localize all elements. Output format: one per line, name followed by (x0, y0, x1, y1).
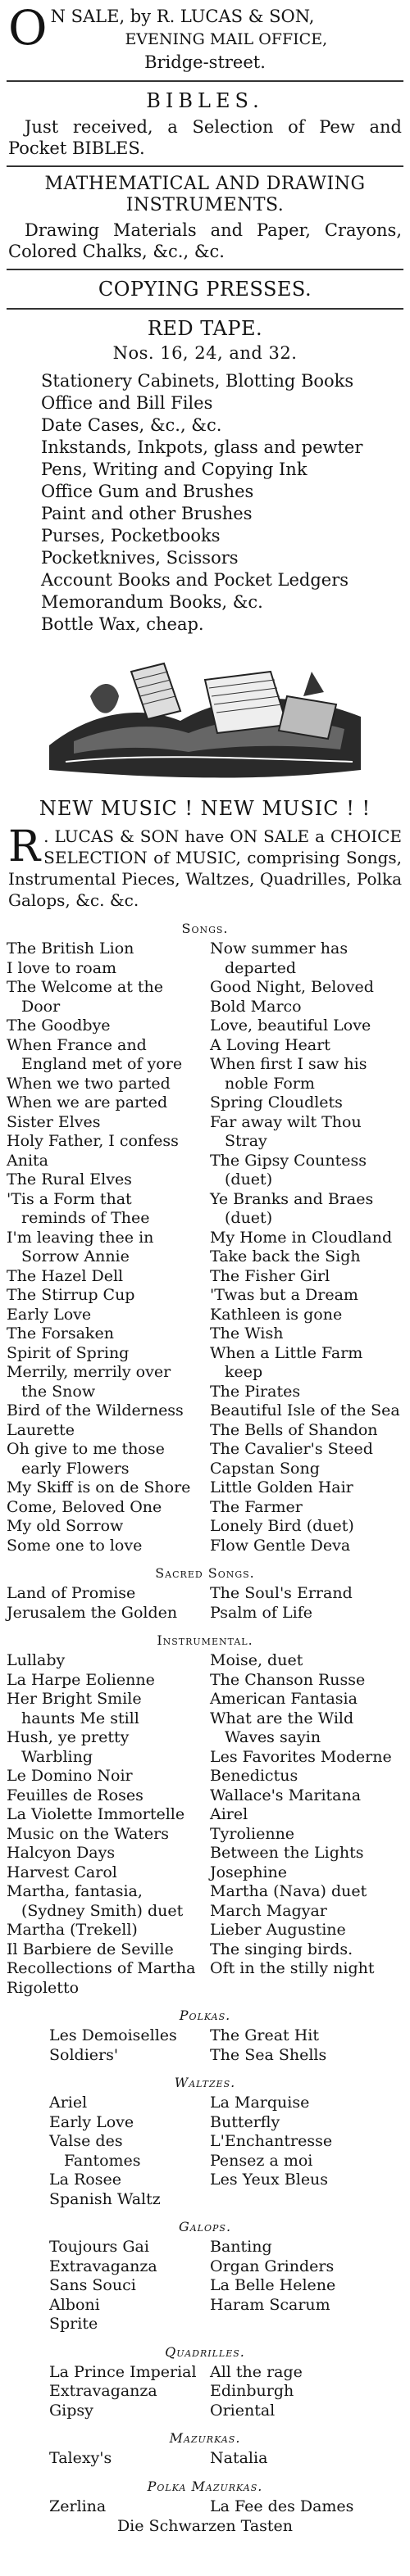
list-item: I love to roam (7, 958, 117, 977)
list-item: Bird of the Wilderness (7, 1401, 184, 1419)
list-item: La Fee des Dames (210, 2497, 354, 2515)
list-item: La Violette Immortelle (7, 1805, 185, 1823)
mathematical-text: Drawing Materials and Paper, Crayons, Colored Chalks, &c., &c. (8, 220, 402, 261)
list-item: 'Tis a Form that reminds of Thee (7, 1189, 150, 1227)
stationery-list (41, 370, 402, 636)
polkas-left-column (49, 2026, 200, 2065)
mathematical-title: MATHEMATICAL AND DRAWING INSTRUMENTS. (44, 174, 366, 215)
list-item: Butterfly (210, 2112, 280, 2131)
list-item: Banting (210, 2238, 272, 2256)
list-item: What are the Wild Waves sayin (210, 1709, 354, 1746)
list-item: Oft in the stilly night (210, 1959, 375, 1977)
sacred-columns (7, 1584, 403, 1623)
sacred-left-column (7, 1584, 200, 1623)
bibles-text: Just received, a Selection of Pew and Pocket BIBLES. (8, 117, 402, 158)
list-item: The Forsaken (7, 1324, 114, 1342)
list-item: The British Lion (7, 939, 134, 958)
dropcap-o: O (8, 0, 48, 56)
list-item: Anita (7, 1151, 48, 1170)
list-item: Talexy's (49, 2449, 112, 2467)
waltzes-left-column (49, 2094, 200, 2209)
songs-left-column (7, 939, 200, 1555)
divider (7, 165, 403, 167)
list-item: The Chanson Russe (210, 1670, 366, 1689)
list-item: Oriental (210, 2401, 276, 2420)
list-item: Extravaganza (49, 2382, 157, 2400)
list-item: Pensez a moi (210, 2151, 313, 2170)
songs-columns (7, 939, 403, 1555)
list-item: The Goodbye (7, 1016, 111, 1034)
list-item: La Belle Helene (210, 2276, 336, 2294)
list-item: A Loving Heart (210, 1035, 330, 1054)
section-heading-galops: Galops. (178, 2219, 232, 2234)
list-item: Beautiful Isle of the Sea (210, 1401, 400, 1419)
list-item: Les Favorites Moderne (210, 1747, 392, 1766)
quadrilles-right-column (200, 2363, 361, 2421)
header-line-1: N SALE, by R. LUCAS & SON, (50, 7, 315, 26)
list-item: Les Demoiselles (49, 2026, 177, 2044)
list-item: Wallace's Maritana (210, 1786, 362, 1804)
header-line-3: Bridge-street. (144, 52, 266, 72)
list-item: Flow Gentle Deva (210, 1536, 351, 1555)
list-item: The Pirates (210, 1382, 301, 1401)
list-item: Office Gum and Brushes (41, 482, 254, 501)
list-item: Psalm of Life (210, 1603, 312, 1622)
list-item: Spring Cloudlets (210, 1093, 343, 1111)
list-item: Die Schwarzen Tasten (116, 2517, 294, 2535)
list-item: Toujours Gai (49, 2238, 149, 2256)
list-item: Airel (210, 1805, 248, 1823)
quadrilles-left-column (49, 2363, 200, 2421)
list-item: My old Sorrow (7, 1517, 124, 1535)
polka-mazurkas-left-column (49, 2497, 200, 2517)
list-item: All the rage (210, 2362, 303, 2381)
list-item: Take back the Sigh (210, 1247, 361, 1265)
list-item: Pens, Writing and Copying Ink (41, 460, 308, 479)
divider (7, 80, 403, 82)
list-item: Inkstands, Inkpots, glass and pewter (41, 437, 363, 457)
list-item: Recollections of Martha (7, 1959, 196, 1977)
red-tape-title: RED TAPE. (147, 317, 263, 340)
music-intro-text: . LUCAS & SON have ON SALE a CHOICE SELECTION of MUSIC, comprising Songs, Instrumental Pieces, Waltzes, Quadrilles, Polka Galops, &c. &c. (8, 826, 402, 910)
list-item: American Fantasia (210, 1690, 358, 1708)
list-item: Bold Marco (210, 997, 302, 1016)
list-item: Come, Beloved One (7, 1497, 162, 1516)
header-line-2: EVENING MAIL OFFICE, (125, 30, 328, 48)
waltzes-columns (49, 2094, 361, 2209)
list-item: When a Little Farm keep (210, 1343, 363, 1381)
list-item: Natalia (210, 2449, 268, 2467)
list-item: Hush, ye pretty Warbling (7, 1728, 130, 1766)
list-item: Date Cases, &c., &c. (41, 415, 222, 435)
list-item: Her Bright Smile haunts Me still (7, 1690, 142, 1727)
list-item: Martha (Nava) duet (210, 1882, 367, 1900)
instrumental-right-column (200, 1651, 403, 1998)
list-item: Il Barbiere de Seville (7, 1940, 174, 1958)
list-item: Lieber Augustine (210, 1921, 346, 1939)
list-item: Little Golden Hair (210, 1478, 353, 1496)
mazurkas-right-column (200, 2449, 361, 2469)
list-item: Land of Promise (7, 1584, 136, 1602)
list-item: Gipsy (49, 2401, 93, 2420)
list-item: Jerusalem the Golden (7, 1603, 178, 1622)
list-item: Early Love (7, 1305, 92, 1324)
list-item: Lullaby (7, 1651, 66, 1669)
header (8, 0, 402, 74)
section-heading-quadrilles: Quadrilles. (165, 2343, 245, 2360)
list-item: Martha (Trekell) (7, 1921, 138, 1939)
quadrilles-columns (49, 2363, 361, 2421)
list-item: Soldiers' (49, 2045, 119, 2064)
divider (7, 308, 403, 310)
polkas-right-column (200, 2026, 361, 2065)
list-item: When we two parted (7, 1074, 171, 1093)
list-item: Haram Scarum (210, 2295, 330, 2314)
list-item: Benedictus (210, 1767, 298, 1785)
list-item: Sans Souci (49, 2276, 136, 2294)
list-item: Spanish Waltz (49, 2189, 161, 2208)
galops-right-column (200, 2238, 361, 2334)
woodcut-illustration (41, 647, 369, 785)
list-item: Zerlina (49, 2497, 107, 2515)
galops-columns (49, 2238, 361, 2334)
section-heading-mazurkas: Mazurkas. (169, 2430, 241, 2446)
list-item: 'Twas but a Dream (210, 1286, 358, 1304)
mazurkas-left-column (49, 2449, 200, 2469)
list-item: Rigoletto (7, 1978, 80, 1997)
polka-mazurkas-right-column (200, 2497, 361, 2517)
list-item: Sister Elves (7, 1112, 101, 1131)
list-item: Laurette (7, 1420, 75, 1439)
copying-title: COPYING PRESSES. (98, 278, 312, 301)
list-item: Moise, duet (210, 1651, 303, 1669)
list-item: Spirit of Spring (7, 1343, 130, 1362)
list-item: Ariel (49, 2094, 88, 2112)
list-item: Josephine (210, 1863, 288, 1881)
waltzes-right-column (200, 2094, 361, 2209)
list-item: The Farmer (210, 1497, 303, 1516)
mazurkas-columns (49, 2449, 361, 2469)
list-item: Good Night, Beloved (210, 978, 374, 996)
instrumental-columns (7, 1651, 403, 1998)
list-item: Between the Lights (210, 1844, 364, 1862)
list-item: Alboni (49, 2295, 100, 2314)
red-tape-nos: Nos. 16, 24, and 32. (112, 343, 298, 363)
list-item: Account Books and Pocket Ledgers (41, 570, 349, 590)
list-item: Ye Branks and Braes (duet) (210, 1189, 374, 1227)
polkas-columns (49, 2026, 361, 2065)
list-item: Now summer has departed (210, 939, 348, 977)
section-heading-songs: Songs. (181, 921, 229, 936)
list-item: My Home in Cloudland (210, 1228, 393, 1247)
list-item: Merrily, merrily over the Snow (7, 1363, 171, 1401)
list-item: The Rural Elves (7, 1170, 132, 1188)
list-item: Oh give to me those early Flowers (7, 1440, 165, 1478)
list-item: The Wish (210, 1324, 284, 1342)
list-item: Edinburgh (210, 2382, 294, 2400)
list-item: Bottle Wax, cheap. (41, 614, 204, 634)
list-item: I'm leaving thee in Sorrow Annie (7, 1228, 154, 1265)
section-heading-polkas: Polkas. (179, 2008, 231, 2023)
list-item: La Prince Imperial (49, 2362, 197, 2381)
list-item: Memorandum Books, &c. (41, 592, 263, 612)
list-item: Organ Grinders (210, 2257, 335, 2275)
list-item: Purses, Pocketbooks (41, 526, 221, 546)
section-heading-sacred-songs: Sacred Songs. (155, 1565, 255, 1581)
sacred-right-column (200, 1584, 403, 1623)
list-item: Far away wilt Thou Stray (210, 1112, 362, 1150)
list-item: The Soul's Errand (210, 1584, 353, 1602)
list-item: La Marquise (210, 2094, 310, 2112)
instrumental-left-column (7, 1651, 200, 1998)
divider (7, 269, 403, 270)
list-item: Valse des Fantomes (49, 2132, 141, 2170)
list-item: Paint and other Brushes (41, 504, 253, 523)
list-item: Stationery Cabinets, Blotting Books (41, 371, 354, 391)
list-item: The Welcome at the Door (7, 978, 163, 1016)
list-item: Les Yeux Bleus (210, 2171, 329, 2189)
list-item: Love, beautiful Love (210, 1016, 371, 1034)
list-item: Harvest Carol (7, 1863, 117, 1881)
list-item: Capstan Song (210, 1459, 320, 1478)
list-item: The singing birds. (210, 1940, 353, 1958)
list-item: Sprite (49, 2315, 98, 2333)
section-heading-waltzes: Waltzes. (174, 2075, 236, 2090)
list-item: La Rosee (49, 2171, 121, 2189)
list-item: Martha, fantasia, (Sydney Smith) duet (7, 1882, 184, 1920)
list-item: Tyrolienne (210, 1824, 295, 1843)
list-item: Holy Father, I confess (7, 1132, 179, 1150)
list-item: Le Domino Noir (7, 1767, 133, 1785)
list-item: The Gipsy Countess (duet) (210, 1151, 367, 1188)
list-item: Some one to love (7, 1536, 143, 1555)
section-heading-instrumental: Instrumental. (157, 1632, 253, 1648)
list-item: When France and England met of yore (7, 1035, 183, 1073)
galops-left-column (49, 2238, 200, 2334)
list-item: Pocketknives, Scissors (41, 548, 239, 568)
songs-right-column (200, 939, 403, 1555)
list-item: The Great Hit (210, 2026, 319, 2044)
music-intro (8, 822, 402, 911)
list-item: The Cavalier's Steed (210, 1440, 373, 1458)
list-item: Music on the Waters (7, 1824, 169, 1843)
list-item: My Skiff is on de Shore (7, 1478, 191, 1496)
music-headline: NEW MUSIC ! NEW MUSIC ! ! (39, 797, 371, 820)
section-heading-polka-mazurkas: Polka Mazurkas. (147, 2478, 263, 2494)
list-item: The Sea Shells (210, 2045, 327, 2064)
list-item: Extravaganza (49, 2257, 157, 2275)
list-item: Early Love (49, 2112, 134, 2131)
list-item: Office and Bill Files (41, 393, 213, 413)
list-item: March Magyar (210, 1901, 327, 1920)
dropcap-r: R (8, 822, 41, 871)
list-item: L'Enchantresse (210, 2132, 333, 2150)
bibles-title: BIBLES. (146, 89, 264, 112)
polka-mazurkas-columns (49, 2497, 361, 2517)
list-item: Lonely Bird (duet) (210, 1517, 354, 1535)
list-item: Kathleen is gone (210, 1305, 343, 1324)
list-item: The Hazel Dell (7, 1266, 124, 1285)
list-item: Halcyon Days (7, 1844, 116, 1862)
list-item: Feuilles de Roses (7, 1786, 144, 1804)
list-item: When first I saw his noble Form (210, 1055, 367, 1093)
list-item: La Harpe Eolienne (7, 1670, 155, 1689)
list-item: The Fisher Girl (210, 1266, 330, 1285)
list-item: The Stirrup Cup (7, 1286, 135, 1304)
list-item: The Bells of Shandon (210, 1420, 378, 1439)
list-item: When we are parted (7, 1093, 168, 1111)
